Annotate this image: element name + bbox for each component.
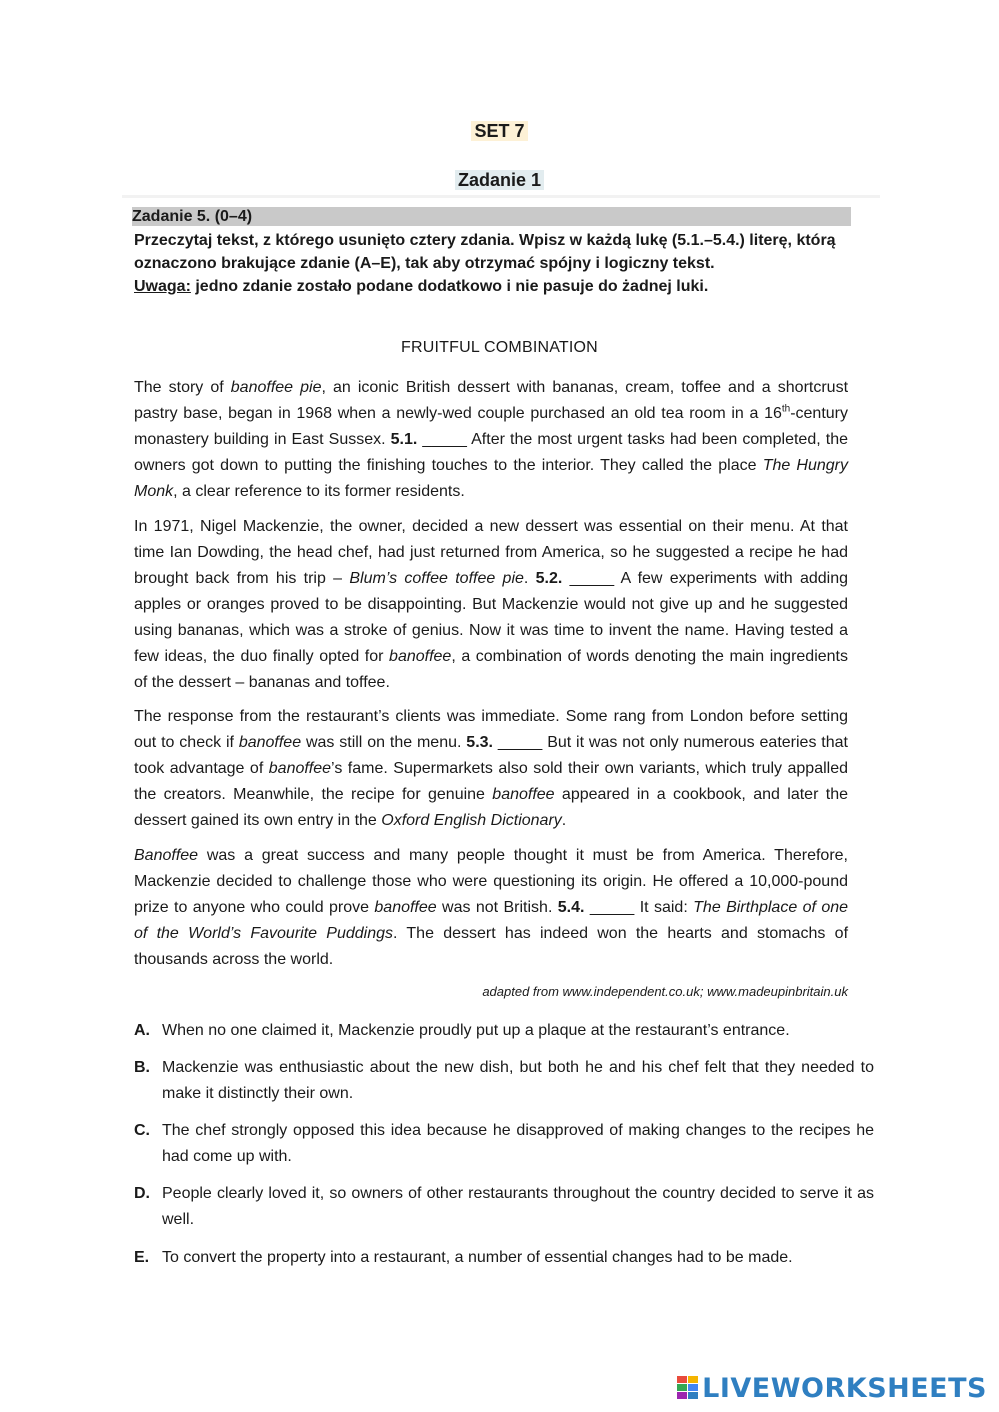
blank-5-2[interactable]: _____ (562, 570, 621, 587)
gap-5-1: 5.1. (390, 431, 418, 448)
paragraph-3: The response from the restaurant’s clients was immediate. Some rang from London before setting out to check if banoffee was still on the menu. 5.3. _____ But it was not only numerous eateries that took advantage of banoffee’s fame. Supermarkets also sold their own variants, which truly appalled the creators. Meanwhile, the recipe for genuine banoffee appeared in a cookbook, and later the dessert gained its own entry in the Oxford English Dictionary. (134, 708, 849, 829)
gap-5-3: 5.3. (466, 734, 493, 751)
option-d: D. People clearly loved it, so owners of other restaurants throughout the country decided to serve it as well. (134, 1185, 874, 1228)
gap-5-4: 5.4. (557, 899, 585, 916)
note-label: Uwaga: (134, 278, 191, 295)
paragraph-4: Banoffee was a great success and many people thought it must be from America. Therefore, Mackenzie decided to challenge those who were questioning its origin. He offered a 10,000-pound prize to anyone who could prove banoffee was not British. 5.4. _____ It said: The Birthplace of one of the World’s Favourite Puddings. The dessert has indeed won the hearts and stomachs of thousands across the world. (134, 847, 849, 968)
option-c: C. The chef strongly opposed this idea because he disapproved of making changes to the recipes he had come up with. (134, 1122, 874, 1165)
divider (122, 195, 880, 198)
paragraph-2: In 1971, Nigel Mackenzie, the owner, decided a new dessert was essential on their menu. At that time Ian Dowding, the head chef, had just returned from America, so he suggested a recipe he had brought back from his trip – Blum’s coffee toffee pie. 5.2. _____ A few experiments with adding apples or oranges proved to be disappointing. But Mackenzie would not give up and he suggested using bananas, which was a stroke of genius. Now it was time to invent the name. Having tested a few ideas, the duo finally opted for banoffee, a combination of words denoting the main ingredients of the dessert – bananas and toffee. (134, 518, 849, 691)
set-title: SET 7 (0, 121, 999, 142)
liveworksheets-brand (677, 1372, 987, 1404)
exercise-subtitle: Zadanie 1 (0, 170, 999, 191)
blank-5-3[interactable]: _____ (492, 734, 548, 751)
option-a: A. When no one claimed it, Mackenzie proudly put up a plaque at the restaurant’s entrance. (134, 1022, 790, 1039)
task-heading: Zadanie 5. (0–4) (132, 207, 851, 226)
liveworksheets-logo-icon (677, 1375, 699, 1401)
article-title: FRUITFUL COMBINATION (401, 339, 598, 356)
option-e: E. To convert the property into a restaurant, a number of essential changes had to be made. (134, 1249, 793, 1266)
gap-5-2: 5.2. (535, 570, 563, 587)
paragraph-1: The story of banoffee pie, an iconic British dessert with bananas, cream, toffee and a shortcrust pastry base, began in 1968 when a newly-wed couple purchased an old tea room in a 16th-century monastery building in East Sussex. 5.1. _____ After the most urgent tasks had been completed, the owners got down to putting the finishing touches to the interior. They called the place The Hungry Monk, a clear reference to its former residents. (134, 379, 849, 500)
blank-5-1[interactable]: _____ (417, 431, 472, 448)
source-citation: adapted from www.independent.co.uk; www.madeupinbritain.uk (482, 984, 848, 999)
brand-text: LIVEWORKSHEETS (702, 1372, 987, 1404)
task-instruction: Przeczytaj tekst, z którego usunięto cztery zdania. Wpisz w każdą lukę (5.1.–5.4.) literę, którą oznaczono brakujące zdanie (A–E), tak aby otrzymać spójny i logiczny tekst. Uwaga: jedno zdanie zostało podane dodatkowo i nie pasuje do żadnej luki. (134, 232, 836, 295)
option-b: B. Mackenzie was enthusiastic about the new dish, but both he and his chef felt that they needed to make it distinctly their own. (134, 1059, 874, 1102)
blank-5-4[interactable]: _____ (584, 899, 640, 916)
